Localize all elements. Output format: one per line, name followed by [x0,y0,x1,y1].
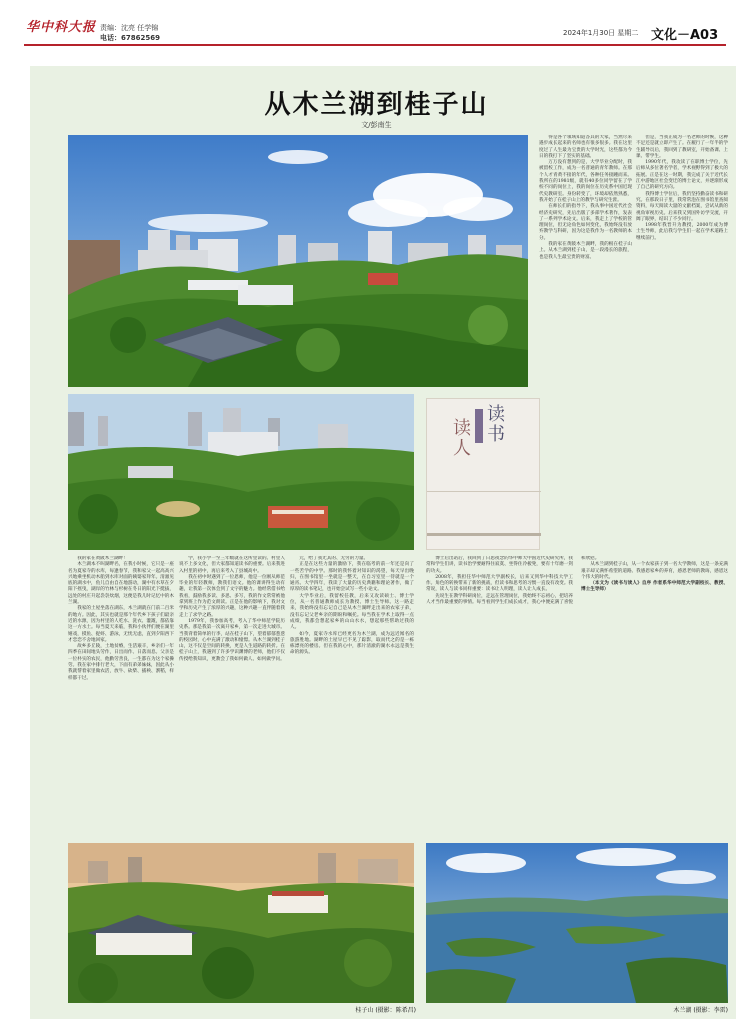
column-4 [539,135,632,553]
section-label: 文化－A03 [651,28,719,43]
mulanhu-caption: 木兰湖 (摄影：李雷) [673,1007,728,1014]
guizishan-photo [68,843,414,1003]
col4-para-4: 我的家在黄陂木兰湖畔，我的根在桂子山上。从木兰湖到桂子山，是一段漫长的旅程，也是我人生最宝贵的财富。 [539,242,632,260]
col2-para-3: 1979年，我参加高考，考入了华中师范学院历史系。那是我第一次离开家乡，第一次走进大城市。当我背着简单的行李，站在桂子山下，望着郁郁葱葱的校园时，心中充满了激动和憧憬。从木兰湖到桂子山，这不仅是空间的转换，更是人生道路的转折。在桂子山上，我遇到了许多学识渊博的老师，他们不仅传授给我知识，更教会了我如何做人、如何做学问。 [179,618,285,662]
page-header [0,0,753,48]
col3-para-2: 正是在这些力量的激励下，我在临考的前一年还是向了一些苦学的中学。那时的我怀着对知识的渴望，每天早出晚归，在图书馆里一坐就是一整天，在自习室里一待就是一个通宵。大学四年，我读了大量的历史典籍和理论著作，做了厚厚的读书笔记，也开始尝试写一些小论文。 [290,562,414,593]
column-3 [290,556,414,836]
column-1 [68,556,174,836]
book-cover-rule [427,491,541,492]
mulanhu-photo [426,843,728,1003]
col2-para-2: 我在初中时遇到了一位恩师，他是一位刚从师范毕业的年轻教师，教我们语文。他的课讲得生动有趣，让我第一次体会到了文字的魅力。他经常借书给我看，鼓励我多读、多思、多写，我的作文常常被他拿到班上作为范文朗读。正是在他的影响下，我对文学和历史产生了浓厚的兴趣，这种兴趣一直伴随着我走上了求学之路。 [179,574,285,618]
article-byline: 文/彭南生 [361,121,392,129]
col6-para-1: 博士后出站后，我回到了日思夜念的华中师大中国近代史研究所，我常和学生们讲，读书治学要耐得住寂寞、坐得住冷板凳，要有十年磨一剑的功夫。 [426,556,574,574]
col6-para-3: 先说生在教学科研岗位，走远在管理岗位，我始终不忘初心，把培养人才当作最重要的事情。每当看到学生们成长成才，我心中便充满了喜悦和欣慰。 [426,556,600,606]
book-cover-footer-bar [427,533,541,536]
col5-para-4: 1998年我晋升为教授，2000年成为博士生导师，此后我与学生们一起在学术道路上继续前行。 [636,223,728,241]
column-2 [179,556,285,836]
col4-para-1: 得是各个领域知道答其的大家，当然尽来遇步成长起来的名师也有很多很多。我在这里度过了人生最为宝贵的大学时光，这些都为今日的我打下了坚实的基础。 [539,135,632,159]
header-rule [24,44,726,46]
col2-para-1: 学，我小学一至三年级就在这所里读的。村里人说不上多文化，但大家都知道读书的重要。后来我进入村里的初中，再后来考入了县城高中。 [179,556,285,574]
col1-para-2: 木兰湖本不叫湖畔名，在我小时候，它只是一座名为夏家寺的水库，每逢春节，我和家父一起高高兴兴地乘坐机动木船到水库对面的姨婆家拜年。清澈见底的湖水中，鱼儿自由自在地游动，湖中有水草在夕阳下摇曳，湖岸的竹林与杉树在冬日的阳光下挺拔，远处的村庄升起袅袅炊烟，这便是我儿时记忆中的木兰湖。 [68,562,174,606]
campus-aerial-photo [68,135,528,387]
col1-para-3: 我家的土屋坐落在湖东，木兰湖就在门前二百米的地方。因此，其实也就是那个年代乡下孩子们最亲近的水源，因为村里的人吃水、洗衣、灌溉，都依靠这一方水土。每当夏天来临，我和小伙伴们便在湖里嬉戏，摸鱼、捉虾、游泳，无忧无虑，直到夕阳西下才恋恋不舍地回家。 [68,606,174,643]
column-5 [636,135,728,553]
col6-para-2: 2008年，我担任华中师范大学副校长，后来又到华中科技大学工作。角色的转换带来了新的挑战，但读书和思考的习惯一直没有改变。我常说，读人与读书同样重要：读书让人明理，读人让人成长。 [426,574,574,593]
campus-buildings-photo [68,394,414,550]
author-note: （本文为《读书与读人》自序 作者系华中师范大学副校长、教授、博士生导师） [581,581,728,593]
col3-para-4: 如今，夏家寺水库已经更名为木兰湖，成为远近闻名的旅游胜地。湖畔的土屋早已不见了踪影，取而代之的是一栋栋漂亮的楼房。但在我的心中，那片清澈的湖水永远是我生命的源头。 [290,631,414,656]
column-6 [426,556,728,836]
book-cover-stripe [475,409,483,443]
col6-para-4: 从木兰湖到桂子山，从一个农家孩子到一名大学教师，这是一条充满艰辛却又满怀希望的道路。我感恩家乡的养育，感恩老师的教诲，感恩这个伟大的时代。 [581,562,728,580]
col5-para-2: 1990年代，我攻读了在职博士学位，先后师从多位著名学者，学术视野得到了极大的拓展。正是在这一时期，我完成了关于近代长江中游地区社会变迁的博士论文，并逐渐形成了自己的研究方向。 [636,160,728,191]
book-title-left: 读人 [453,418,471,459]
book-cover [426,398,540,550]
phone-line: 电话：67862569 [100,34,160,42]
masthead-logo: 华中科大报 [26,20,97,35]
col4-para-2: 万万没有想到的是，大学毕业分配时，我被留校工作，成为一名普通的青年教师。在那个人才青黄不接的年代，各种任务接踵而来。我所在的1981级，就有40多位同学留在了学校不同的岗位上，我的岗位在历史系中国近现代史教研室。身份转变了，环境却依然熟悉，我开始了在桂子山上的教学与研究生涯。 [539,160,632,203]
col1-para-4: 故乡多丘陵，土地贫瘠，生活艰辛，乡亲们一年四季在田间地头劳作，日出而作、日落而息。父亲是一位朴实的农民，他勤劳善良，一生都在为这个家操劳。我在家中排行老大，下面有弟弟妹妹，因此从小我就帮着家里做农活，放牛、砍柴、插秧、割稻，样样都干过。 [68,644,174,681]
col5-para-3: 我得博士学位后，我仍坚持勤奋读书和研究。在那段日子里，我常常泡在图书馆里查阅资料，每天阅读大量的文献档案，尝试从新的视角审视历史。后来我又到国外访学交流，开阔了眼界，结识了不少同行。 [636,191,728,222]
guizishan-caption: 桂子山 (摄影：陈希昌) [355,1007,416,1014]
col1-para-1: 我的家在黄陂木兰湖畔！ [77,556,128,561]
col5-para-1: 但是，当我正成为一名老师的时候，这种不足还是就立即产生了。在履行了一年半的学生辅导员后，我回到了教研室，开始备课、上课、带学生。 [636,135,728,159]
col3-para-1: 元，给了我尤其的、无穷的力量。 [299,556,369,561]
issue-date: 2024年1月30日 星期二 [563,29,639,37]
article-title: 从木兰湖到桂子山 [264,90,489,120]
editors-line: 责编：沈亮 任学锦 [100,24,159,32]
col3-para-3: 大学毕业后，我留校任教，后来又攻读硕士、博士学位，从一名普通教师成长为教授、博士生导师。这一路走来，我始终没有忘记自己是从木兰湖畔走出来的农家子弟，没有忘记父老乡亲的期盼和嘱托。每当我在学术上取得一点成绩，我都会想起家乡的山山水水，想起那些帮助过我的人。 [290,593,414,631]
col4-para-3: 在师长们的指导下，我从事中国近代社会经济史研究，先后出版了多部学术著作，发表了一系列学术论文。后来，我走上了学校的管理岗位，但无论角色如何变化，我始终没有放弃教学与科研，因为这是我作为一名教师的本分。 [539,204,632,241]
book-title-right: 读书 [487,404,505,445]
